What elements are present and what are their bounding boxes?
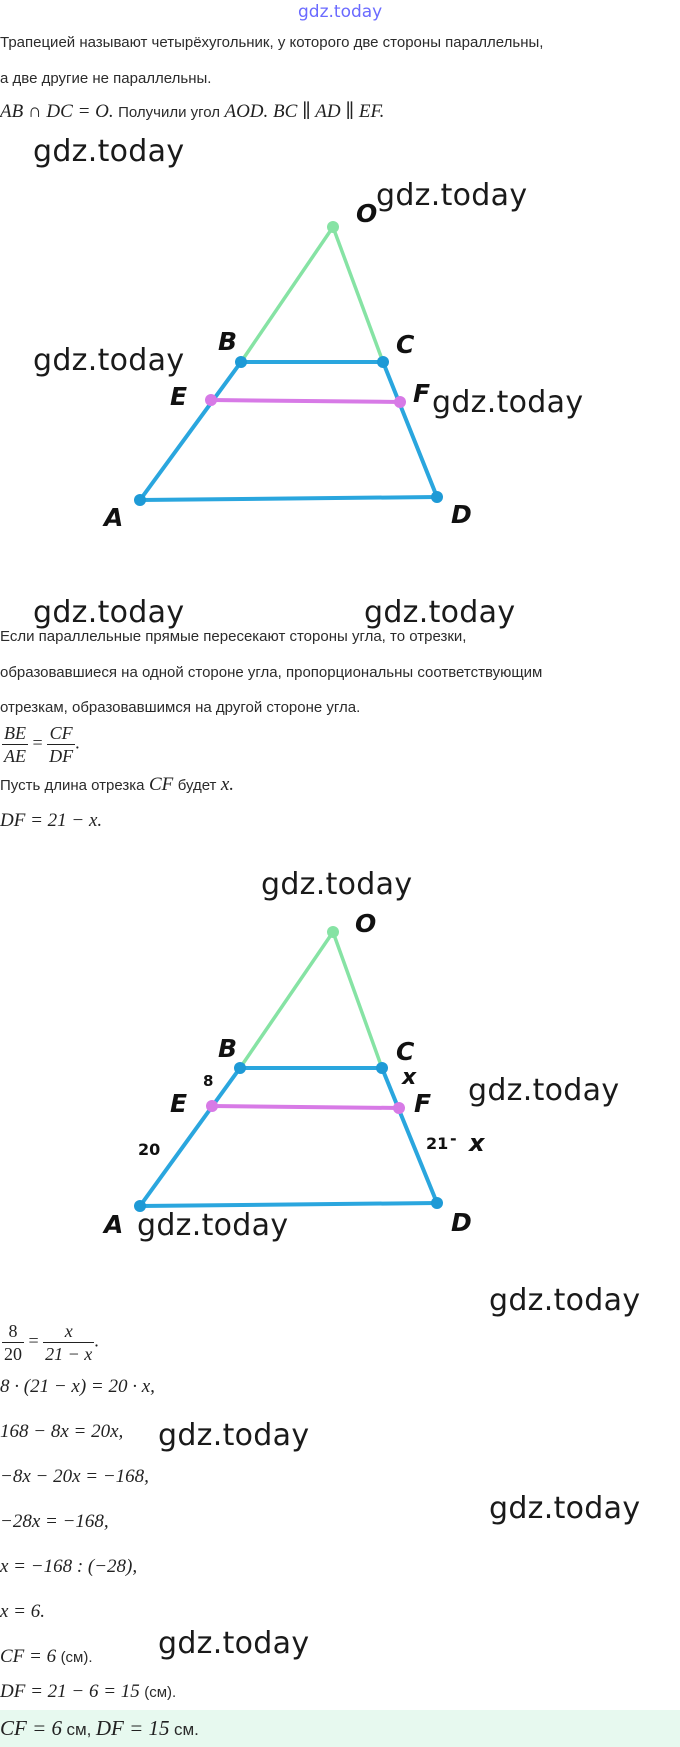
- line-ob: [241, 227, 333, 362]
- solution-step-2: 168 − 8x = 20x,: [0, 1421, 124, 1442]
- segment-ba: [140, 362, 241, 500]
- label-df-dash: -: [450, 1129, 457, 1148]
- angle-text: Получили угол: [118, 104, 221, 121]
- let-text-2: будет: [177, 777, 217, 794]
- line-oc: [333, 932, 382, 1068]
- label-f: F: [413, 379, 431, 408]
- period: .: [94, 1330, 99, 1351]
- fraction-8-20: [2, 1320, 24, 1365]
- label-o: O: [355, 909, 377, 938]
- denominator-ae: AE: [4, 746, 26, 766]
- watermark: gdz.today: [137, 1208, 289, 1243]
- label-ae-20: 20: [138, 1140, 161, 1159]
- fraction-x-21-x: [43, 1320, 94, 1365]
- proportion-equation: [2, 1320, 99, 1365]
- line-oc: [333, 227, 383, 362]
- label-o: O: [356, 199, 378, 228]
- df-result-unit: (см).: [144, 1684, 177, 1701]
- parallel-formula: AOD. BC ∥ AD ∥ EF.: [224, 101, 385, 122]
- segment-ad: [140, 497, 437, 500]
- fraction-be-ae: [2, 722, 28, 767]
- point-b: [235, 356, 247, 368]
- label-a: A: [104, 503, 124, 532]
- cf-result-unit: (см).: [60, 1649, 93, 1666]
- solution-step-6: x = 6.: [0, 1601, 46, 1622]
- let-text-1: Пусть длина отрезка: [0, 777, 145, 794]
- cf-result: [0, 1646, 93, 1668]
- solution-step-3: −8x − 20x = −168,: [0, 1466, 149, 1487]
- label-b: B: [218, 1034, 238, 1063]
- label-cf-x: x: [402, 1065, 417, 1090]
- watermark: gdz.today: [33, 134, 185, 169]
- label-df-x: x: [469, 1129, 485, 1157]
- label-f: F: [414, 1089, 432, 1118]
- let-var-x: x.: [220, 774, 235, 795]
- denominator-df: DF: [49, 746, 74, 766]
- numerator-x: x: [43, 1320, 94, 1343]
- segment-ad: [140, 1203, 437, 1206]
- line-ob: [240, 932, 333, 1068]
- intro-formula-line: [0, 100, 384, 123]
- watermark: gdz.today: [158, 1418, 310, 1453]
- watermark-top: gdz.today: [298, 2, 383, 22]
- solution-step-4: −28x = −168,: [0, 1511, 109, 1532]
- point-e: [205, 394, 217, 406]
- watermark: gdz.today: [468, 1073, 620, 1108]
- answer-cf-unit: см,: [66, 1720, 92, 1739]
- answer-cf: CF = 6: [0, 1716, 63, 1740]
- cf-result-expr: CF = 6: [0, 1646, 57, 1667]
- df-result-expr: DF = 21 − 6 = 15: [0, 1681, 140, 1702]
- answer-df: DF = 15: [95, 1716, 170, 1740]
- theorem-line-1: Если параллельные прямые пересекают стороны угла, то отрезки,: [0, 628, 467, 645]
- fraction-cf-df: [47, 722, 75, 767]
- point-b: [234, 1062, 246, 1074]
- label-c: C: [396, 1037, 415, 1066]
- segment-ef: [211, 400, 400, 402]
- numerator-cf: CF: [47, 722, 75, 745]
- ratio-equation: [2, 722, 80, 767]
- segment-ef: [212, 1106, 399, 1108]
- df-result: [0, 1681, 176, 1703]
- df-expression: DF = 21 − x.: [0, 810, 103, 831]
- label-a: A: [104, 1210, 124, 1239]
- label-e: E: [170, 1089, 188, 1118]
- solution-step-1: 8 · (21 − x) = 20 · x,: [0, 1376, 155, 1397]
- watermark: gdz.today: [364, 595, 516, 630]
- point-f: [394, 396, 406, 408]
- point-c: [376, 1062, 388, 1074]
- point-a: [134, 494, 146, 506]
- theorem-line-2: образовавшиеся на одной стороне угла, пропорциональны соответствующим: [0, 664, 543, 681]
- watermark: gdz.today: [33, 343, 185, 378]
- segment-ba: [140, 1068, 240, 1206]
- label-d: D: [451, 1208, 472, 1237]
- watermark: gdz.today: [261, 867, 413, 902]
- let-var-cf: CF: [148, 774, 174, 795]
- watermark: gdz.today: [158, 1626, 310, 1661]
- let-statement: [0, 774, 234, 796]
- point-o: [327, 926, 339, 938]
- watermark: gdz.today: [376, 178, 528, 213]
- denominator-21-x: 21 − x: [45, 1344, 93, 1364]
- intro-line-2: а две другие не параллельны.: [0, 70, 212, 87]
- watermark: gdz.today: [489, 1283, 641, 1318]
- answer-df-unit: см.: [173, 1720, 199, 1739]
- period: .: [75, 732, 80, 753]
- numerator-8: 8: [2, 1320, 24, 1343]
- intro-line-1: Трапецией называют четырёхугольник, у которого две стороны параллельны,: [0, 34, 544, 51]
- label-b: B: [218, 327, 238, 356]
- point-c: [377, 356, 389, 368]
- point-f: [393, 1102, 405, 1114]
- point-o: [327, 221, 339, 233]
- numerator-be: BE: [4, 723, 26, 743]
- point-d: [431, 1197, 443, 1209]
- label-df-21: 21: [426, 1134, 449, 1153]
- trapezoid-figure-1: [0, 190, 680, 540]
- intersection-formula: AB ∩ DC = O.: [0, 101, 114, 122]
- final-answer: [0, 1716, 199, 1741]
- point-d: [431, 491, 443, 503]
- watermark: gdz.today: [33, 595, 185, 630]
- equals-sign: =: [32, 732, 43, 753]
- solution-step-5: x = −168 : (−28),: [0, 1556, 138, 1577]
- label-d: D: [451, 500, 472, 529]
- label-e: E: [170, 382, 188, 411]
- watermark: gdz.today: [489, 1491, 641, 1526]
- label-c: C: [396, 330, 415, 359]
- point-e: [206, 1100, 218, 1112]
- denominator-20: 20: [4, 1344, 22, 1364]
- equals-sign: =: [28, 1330, 39, 1351]
- label-be-8: 8: [203, 1072, 214, 1090]
- watermark: gdz.today: [432, 385, 584, 420]
- theorem-line-3: отрезкам, образовавшимся на другой стороне угла.: [0, 699, 361, 716]
